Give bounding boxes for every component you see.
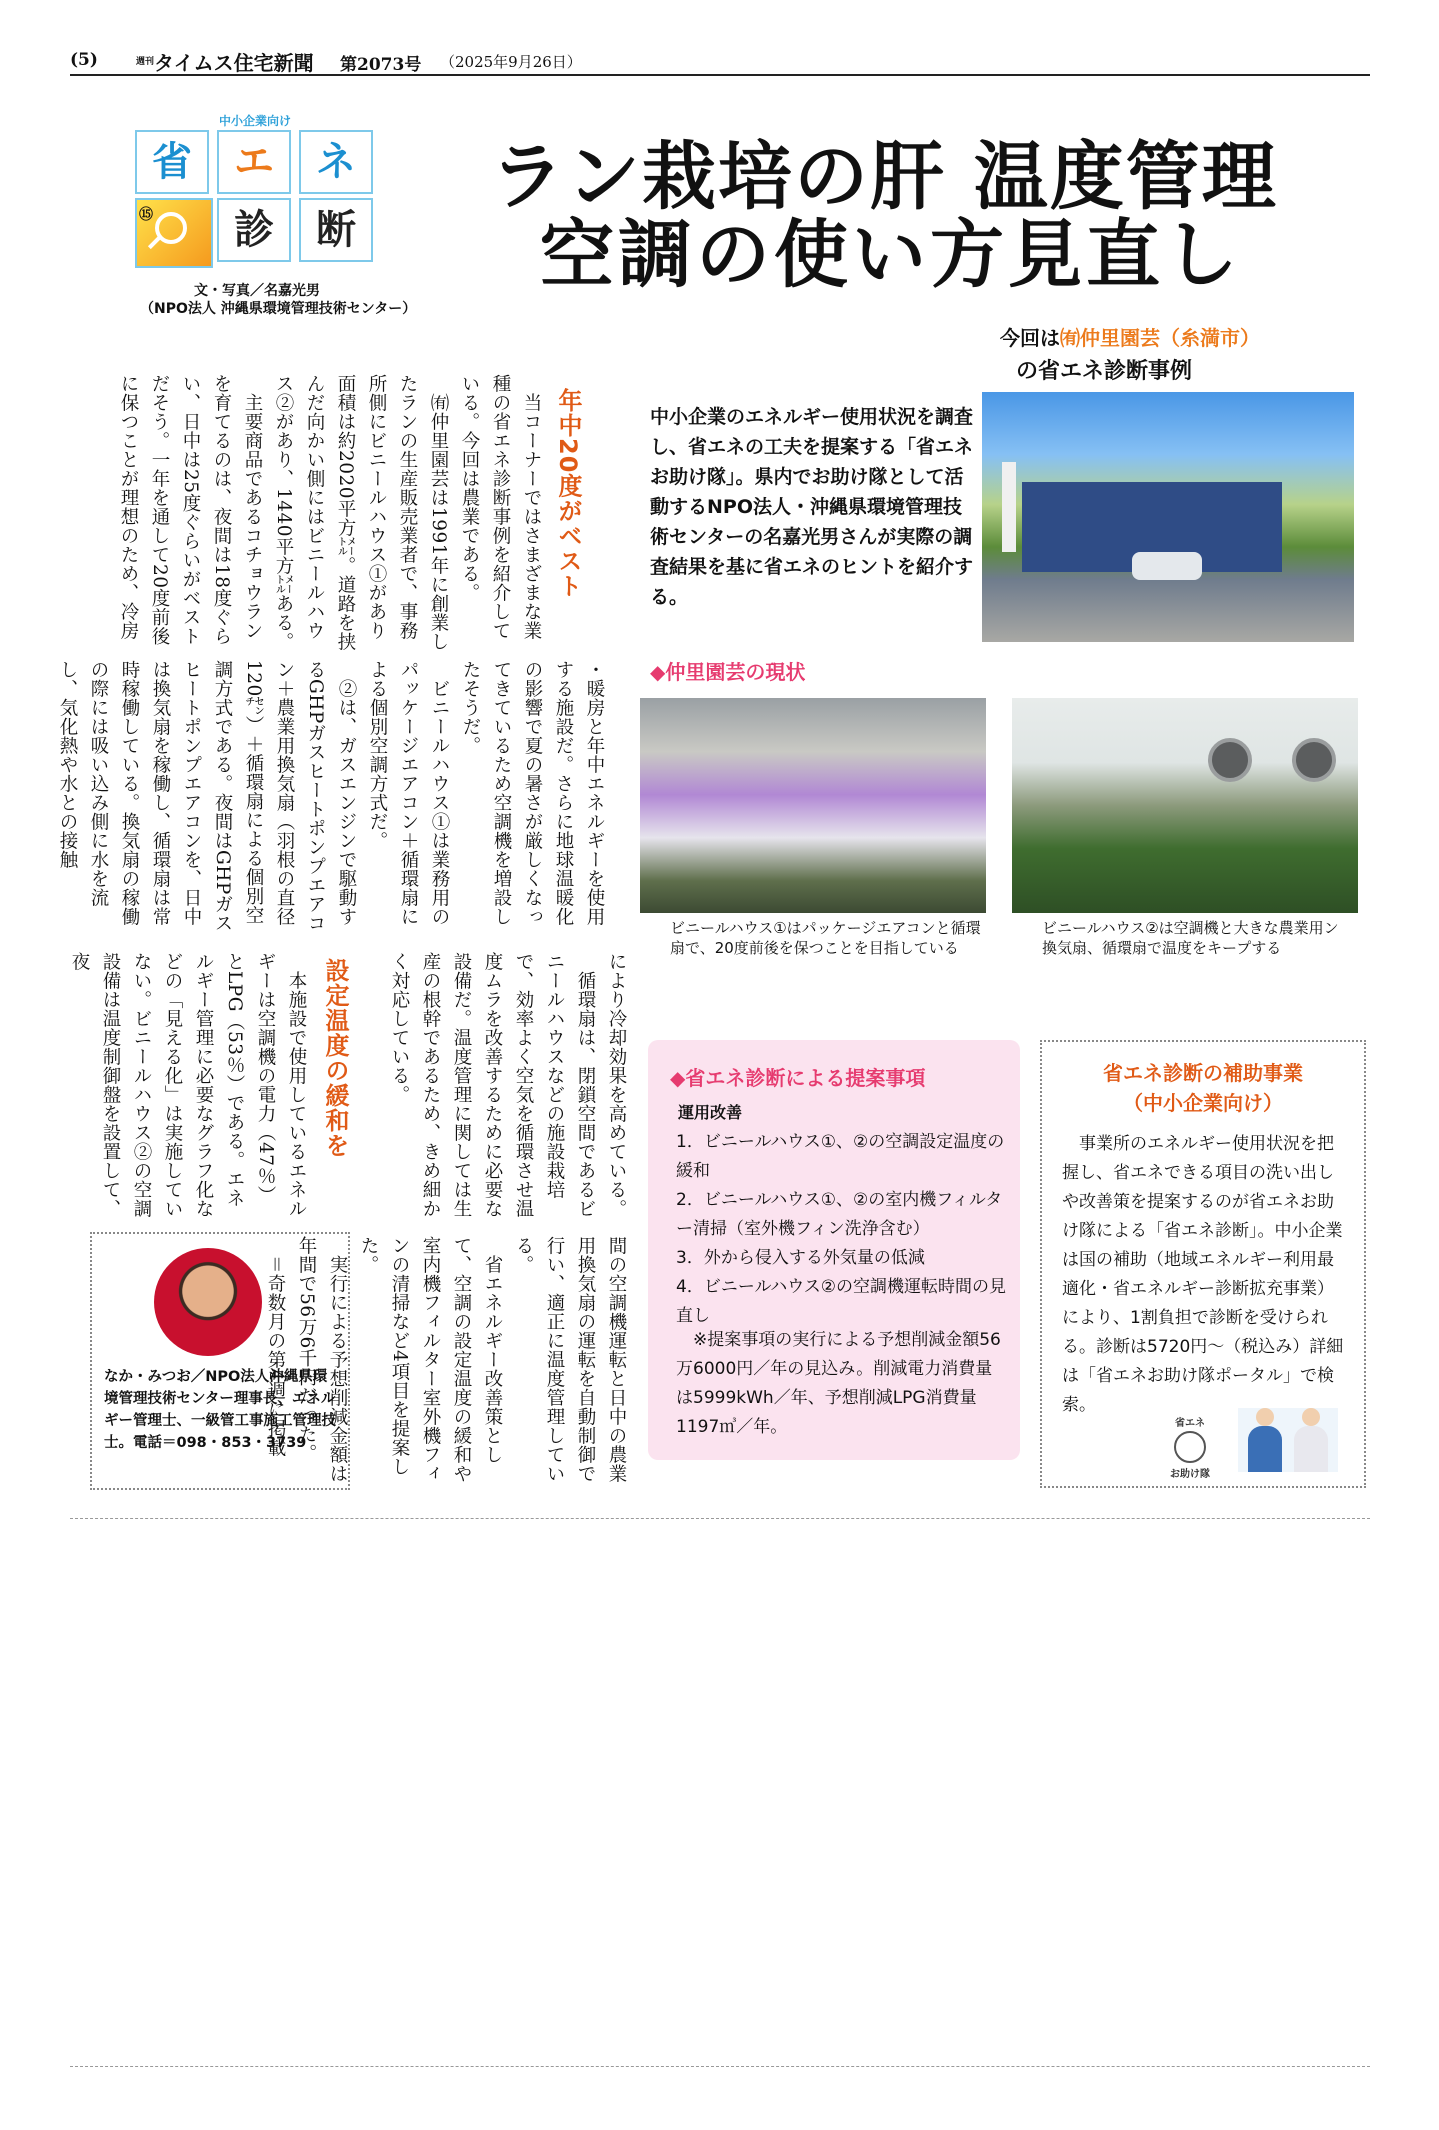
author-profile — [90, 1232, 350, 1490]
paragraph: 当コーナーではさまざまな業種の省エネ診断事例を紹介している。今回は農業である。 — [459, 374, 542, 640]
paragraph: により冷却効果を高めている。 — [606, 952, 627, 1218]
logo-char-1: 省 — [135, 130, 209, 194]
paragraph: ②は、ガスエンジンで駆動するGHPガスヒートポンプエアコン＋農業用換気扇（羽根の直径120㌢）＋循環扇による個別空調方式である。夜間はGHPガスヒートポンプエアコンを、日中は換気扇を稼働し、循環扇は常時稼働している。換気扇の稼働の際には吸い込み側に水を流し、気化熱や水との接触 — [57, 660, 357, 933]
consultant-illustration — [1238, 1408, 1338, 1472]
paragraph: 主要商品であるコチョウランを育てるのは、夜間は18度ぐらい、日中は25度ぐらいがベストだそう。一年を通して20度前後に保つことが理想のため、冷房 — [118, 374, 263, 646]
list-item: 1．ビニールハウス①、②の空調設定温度の緩和 — [676, 1132, 1005, 1181]
ventilation-fan-icon — [1292, 738, 1336, 782]
logo-char-3: ネ — [299, 130, 373, 194]
issue-date: （2025年9月26日） — [440, 53, 582, 71]
section-heading-1: 年中20度がベスト — [554, 388, 582, 599]
author-credit — [140, 282, 420, 318]
section-divider — [70, 1518, 1370, 1519]
issue-number: 第2073号 — [340, 55, 422, 75]
paragraph: 本施設で使用しているエネルギーは空調機の電力（47％）とLPG（53％）である。エネルギー管理に必要なグラフ化などの「見える化」は実施していない。ビニールハウス②の空調設備は温度制御盤を設置して、夜 — [69, 952, 307, 1218]
photo-2-caption: ビニールハウス②は空調機と大きな農業用ン換気扇、循環扇で温度をキープする — [1042, 919, 1339, 957]
subsidy-box — [1040, 1040, 1366, 1488]
person-icon — [1248, 1426, 1282, 1472]
series-logo — [135, 112, 375, 272]
paragraph: 循環扇は、閉鎖空間であるビニールハウスなどの施設栽培で、効率よく空気を循環させ温度ムラを改善するために必要な設備だ。温度管理に関しては生産の根幹であるため、きめ細かく対応している。 — [389, 952, 596, 1218]
paragraph: 実行による予想削減金額は年間で56万6千円だった。 — [296, 1236, 348, 1483]
paragraph: 省エネルギー改善策として、空調の設定温度の緩和や室内機フィルター室外機フィンの清掃など4項目を提案した。 — [358, 1236, 503, 1483]
logo-char-2: エ — [217, 130, 291, 194]
paragraph: ・暖房と年中エネルギーを使用する施設だ。さらに地球温暖化の影響で夏の暑さが厳しくなってきているため空調機を増設したそうだ。 — [460, 660, 605, 926]
lead-text: 中小企業のエネルギー使用状況を調査し、省エネの工夫を提案する「省エネお助け隊」。県内でお助け隊として活動するNPO法人・沖縄県環境管理技術センターの名嘉光男さんが実際の調査結果を基に省エネのヒントを紹介する。 — [650, 406, 974, 608]
list-item: 2．ビニールハウス①、②の室内機フィルター清掃（室外機フィン洗浄含む） — [676, 1190, 1003, 1239]
article-tier3 — [265, 1236, 632, 1486]
subsidy-title-1: 省エネ診断の補助事業 — [1103, 1061, 1303, 1085]
logo-char-4: 診 — [217, 198, 291, 262]
proposal-title: ◆省エネ診断による提案事項 — [670, 1066, 926, 1090]
author-line-1: 文・写真／名嘉光男 — [194, 283, 320, 299]
author-line-2: （NPO法人 沖縄県環境管理技術センター） — [140, 301, 417, 317]
greenhouse-2-photo — [1012, 698, 1358, 913]
headline-line-2: 空調の使い方見直し — [540, 212, 1242, 298]
headline-line-1: ラン栽培の肝 温度管理 — [490, 134, 1278, 220]
logo-char-5: 断 — [299, 198, 373, 262]
article-tier1-a — [47, 374, 547, 652]
section-heading-2: 設定温度の緩和を — [321, 958, 349, 1158]
logo-tag: 中小企業向け — [218, 114, 291, 128]
person-icon — [1294, 1426, 1328, 1472]
parked-car — [1132, 552, 1202, 580]
proposal-box — [648, 1040, 1020, 1460]
logo-bottom-text: お助け隊 — [1170, 1469, 1210, 1480]
profile-text: なか・みつお／NPO法人沖縄県環境管理技術センター理事長、エネルギー管理士、一級管工事施工管理技士。電話＝098・853・3739 — [104, 1369, 336, 1451]
list-item: 4．ビニールハウス②の空調機運転時間の見直し — [676, 1277, 1007, 1326]
logo-top-text: 省エネ — [1175, 1418, 1205, 1429]
author-portrait — [154, 1248, 262, 1356]
otasuke-logo — [1160, 1414, 1220, 1480]
paragraph: 間の空調機運転と日中の農業用換気扇の運転を自動制御で行い、適正に温度管理している。 — [513, 1236, 627, 1483]
case-company: ㈲仲里園芸（糸満市） — [1060, 326, 1260, 350]
article-tier2-b — [69, 952, 312, 1222]
case-label — [1000, 322, 1370, 351]
case-suffix: の省エネ診断事例 — [1016, 359, 1193, 384]
nursery-exterior-photo — [982, 392, 1354, 642]
series-number: ⑮ — [139, 207, 153, 223]
status-heading: ◆仲里園芸の現状 — [650, 660, 806, 684]
subsidy-body: 事業所のエネルギー使用状況を把握し、省エネできる項目の洗い出しや改善策を提案するのが省エネお助け隊による「省エネ診断」。中小企業は国の補助（地域エネルギー利用最適化・省エネルギー診断拡充事業）により、1割負担で診断を受けられる。診断は5720円～（税込み）詳細は「省エネお助け隊ポータル」で検索。 — [1062, 1134, 1344, 1415]
ventilation-fan-icon — [1208, 738, 1252, 782]
article-tier2-a — [352, 952, 632, 1222]
proposal-subtitle: 運用改善 — [678, 1103, 743, 1122]
case-prefix: 今回は — [1000, 326, 1060, 350]
list-item: 3．外から侵入する外気量の低減 — [676, 1248, 925, 1268]
emblem-icon — [1174, 1431, 1206, 1463]
company-sign — [1002, 462, 1016, 552]
greenhouse-1-photo — [640, 698, 986, 913]
paper-name: タイムス住宅新聞 — [154, 51, 314, 75]
page-number: (5) — [70, 50, 98, 70]
proposal-note: ※提案事項の実行による予想削減金額56万6000円／年の見込み。削減電力消費量は5999kWh／年、予想削減LPG消費量1197㎥／年。 — [676, 1330, 1001, 1437]
paper-prefix: 週刊 — [136, 57, 155, 67]
subsidy-title — [1042, 1058, 1364, 1118]
article-tier1-b-text — [57, 660, 610, 938]
paragraph: ＝奇数月の第4週に掲載 — [265, 1254, 286, 1457]
paragraph: ビニールハウス①は業務用のパッケージエアコン＋循環扇による個別空調方式だ。 — [367, 660, 450, 926]
header-rule — [70, 74, 1370, 76]
subsidy-title-2: （中小企業向け） — [1123, 1091, 1283, 1115]
proposal-list — [676, 1128, 1006, 1331]
page-header — [70, 50, 1370, 76]
paragraph: ㈲仲里園芸は1991年に創業したランの生産販売業者で、事務所側にビニールハウス①があり面積は約2020平方㍍。道路を挟んだ向かい側にはビニールハウス②があり、1440平方㍍ある。 — [273, 374, 449, 652]
page-bottom-rule — [70, 2066, 1370, 2067]
photo-1-caption: ビニールハウス①はパッケージエアコンと循環扇で、20度前後を保つことを目指している — [670, 919, 981, 957]
